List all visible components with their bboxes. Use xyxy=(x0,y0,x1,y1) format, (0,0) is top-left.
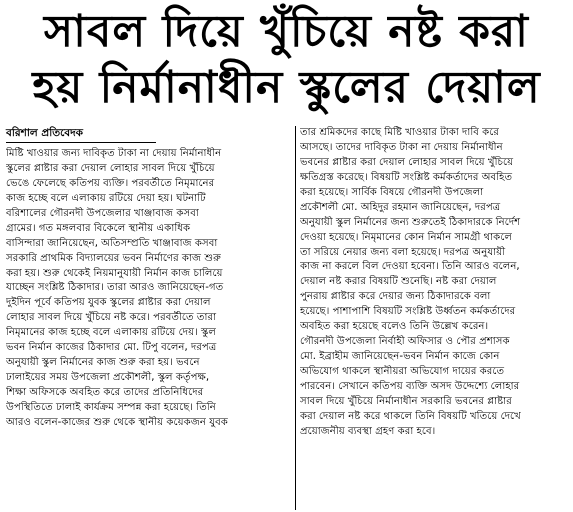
text-line: মো. ইব্রাহীম জানিয়েছেন-ভবন নির্মান কাজে কোন xyxy=(300,351,500,363)
text-line: করা হয়েছে। সার্বিক বিষয়ে গৌরনদী উপজেলা xyxy=(300,186,484,198)
text-line: মিষ্টি খাওয়ার জন্য দাবিকৃত টাকা না দেয়ায় নির্মানাধীন xyxy=(6,148,222,159)
text-line: শিক্ষা অফিসকে অবহিত করে তাদের প্রতিনিধিদের xyxy=(6,387,204,398)
headline xyxy=(0,0,573,120)
text-line: সরকারি প্রাথমিক বিদ্যালয়ের ভবন নির্মাণের কাজ শুরু xyxy=(6,252,221,264)
text-line: ক্ষতিগ্রস্ত করেছে। বিষয়টি সংশ্লিষ্ট কর্মকর্তাদের অবহিত xyxy=(300,171,513,183)
left-column-text xyxy=(6,147,292,431)
text-line: উপস্থিতিতে ঢালাই কার্যক্রম সম্পন্ন করা হয়েছে। তিনি xyxy=(6,401,216,413)
text-line: অনুযায়ী স্কুল নির্মানের কাজ শুরু করা হয়। ভবনে xyxy=(6,357,200,369)
text-line: দুইদিন পূর্বে কতিপয় যুবক স্কুলের প্লাষ্টার করা দেয়াল xyxy=(6,297,211,309)
text-line: আরও বলেন-কাজের শুরু থেকে স্থানীয় কয়েকজন যুবক xyxy=(6,416,228,428)
text-line: অনুযায়ী স্কুল নির্মানের জন্য শুরুতেই ঠিকাদারকে নির্দেশ xyxy=(300,216,521,228)
text-line: তার শ্রমিকদের কাছে মিষ্টি খাওয়ার টাকা দাবি করে xyxy=(300,127,499,138)
text-line: ভবনের প্লাষ্টার করা দেয়াল লোহার সাবল দিয়ে খুঁচিয়ে xyxy=(300,156,514,168)
text-line: নিমৃমানের কাজ হচ্ছে বলে এলাকায় রটিয়ে দেয়। স্কুল xyxy=(6,327,216,339)
text-line: অভিযোগ থাকলে স্থানীয়রা অভিযোগ দায়ের করতে xyxy=(300,366,505,377)
text-line: লোহার সাবল দিয়ে খুঁচিয়ে নষ্ট করে। পরবর্তীতে তারা xyxy=(6,312,217,324)
text-line: তা সরিয়ে নেয়ার জন্য বলা হয়েছে। দরপত্র অনুযায়ী xyxy=(300,246,506,258)
text-line: প্রকৌশলী মো. অহিদুর রহমান জানিয়েছেন, দরপত্র xyxy=(300,201,501,213)
text-line: আসছে। তাদের দাবিকৃত টাকা না দেয়ায় নির্মানাধীন xyxy=(300,141,503,153)
text-line: সাবল দিয়ে খুঁচিয়ে নির্মানাধীন সরকারি ভবনের প্লাষ্টার xyxy=(300,395,512,407)
text-line: ভেঙে ফেলেছে কতিপয় ব্যক্তি। পরবর্তীতে নিমৃমানের xyxy=(6,177,215,189)
text-line: বাসিন্দারা জানিয়েছেন, অতিসম্প্রতি খাঞ্জাবাজ কসবা xyxy=(6,237,218,249)
right-column xyxy=(300,126,568,440)
text-line: ভবন নির্মান কাজের ঠিকাদার মো. টিপু বলেন, দরপত্র xyxy=(6,342,217,354)
text-line: হয়েছে। পাশাপাশি বিষয়টি সংশ্লিষ্ট উর্ধ্বতন কর্মকর্তাদের xyxy=(300,306,516,318)
article-body xyxy=(6,126,570,510)
text-line: যাচ্ছেন সংশ্লিষ্ট ঠিকাদার। তারা আরও জানিয়েছেন-গত xyxy=(6,282,224,294)
text-line: ঢালাইয়ের সময় উপজেলা প্রকৌশলী, স্কুল কর্তৃপক্ষ, xyxy=(6,372,210,384)
text-line: স্কুলের প্লাষ্টার করা দেয়াল লোহার সাবল দিয়ে খুঁচিয়ে xyxy=(6,162,215,174)
text-line: পুনরায় প্লাষ্টার করে দেয়ার জন্য ঠিকাদারকে বলা xyxy=(300,291,491,303)
column-divider xyxy=(295,126,296,510)
headline-line-1: সাবল দিয়ে খুঁচিয়ে নষ্ট করা xyxy=(44,6,529,57)
text-line: অবহিত করা হয়েছে বলেও তিনি উল্লেখ করেন। xyxy=(300,321,489,333)
text-line: গ্রামের। গত মঙ্গলবার বিকেলে স্থানীয় একাধিক xyxy=(6,222,191,234)
text-line: কাজ না করলে বিল দেওয়া হবেনা। তিনি আরও বলেন, xyxy=(300,261,520,273)
text-line: দেয়াল নষ্ট করার বিষয়টি শুনেছি। নষ্ট করা দেয়াল xyxy=(300,276,497,288)
text-line: করা দেয়াল নষ্ট করে থাকলে তিনি বিষয়টি খতিয়ে দেখে xyxy=(300,410,521,422)
byline: বরিশাল প্রতিবেদক xyxy=(6,126,156,143)
left-column xyxy=(6,126,292,431)
right-column-text xyxy=(300,126,568,440)
text-line: গৌরনদী উপজেলা নির্বাহী অফিসার ও পৌর প্রশাসক xyxy=(300,336,510,348)
headline-line-2: হয় নির্মানাধীন স্কুলের দেয়াল xyxy=(32,62,541,113)
text-line: দেওয়া হয়েছে। নিমৃমানের কোন নির্মান সামগ্রী থাকলে xyxy=(300,231,512,243)
text-line: পারবেন। সেখানে কতিপয় ব্যক্তি অসদ উদ্দেশ্যে লোহার xyxy=(300,380,520,392)
text-line: বরিশালের গৌরনদী উপজেলার খাঞ্জাবাজ কসবা xyxy=(6,207,199,219)
text-line: কাজ হচ্ছে বলে এলাকায় রটিয়ে দেয়া হয়। ঘটনাটি xyxy=(6,192,206,204)
text-line: করা হয়। শুরু থেকেই নিয়মানুযায়ী নির্মান কাজ চালিয়ে xyxy=(6,267,223,279)
text-line: প্রয়োজনীয় ব্যবস্থা গ্রহণ করা হবে। xyxy=(300,425,436,437)
